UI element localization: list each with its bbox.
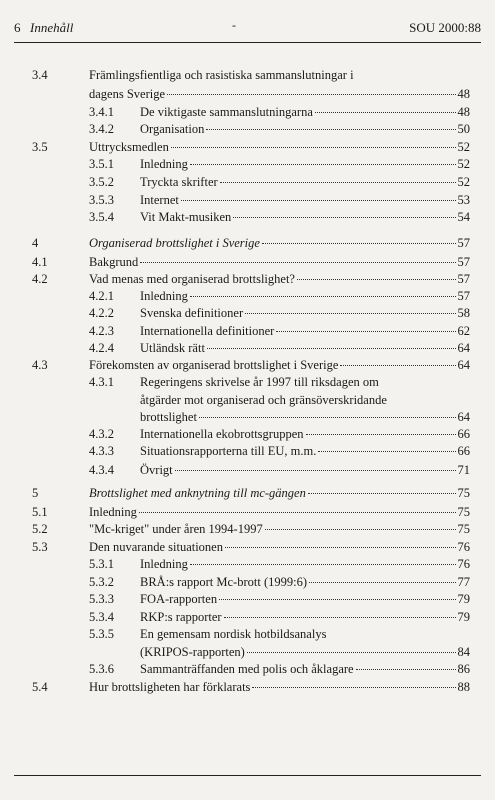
toc-entry-title: dagens Sverige (89, 87, 166, 101)
toc-entry-title: Brottslighet med anknytning till mc-gängen (89, 486, 306, 500)
toc-entry (140, 410, 470, 425)
toc-entry-number: 4.3.1 (89, 375, 114, 389)
toc-entry-title: Förekomsten av organiserad brottslighet i Sverige (89, 358, 339, 372)
toc-entry-page: 57 (457, 272, 470, 286)
toc-entry-title: Regeringens skrivelse år 1997 till riksdagen om (140, 375, 379, 389)
document-reference: SOU 2000:88 (409, 20, 481, 35)
toc-entry-title: Främlingsfientliga och rasistiska sammanslutningar i (89, 68, 354, 82)
toc-entry-page: 66 (457, 444, 470, 458)
toc-entry-number: 3.5.4 (89, 210, 114, 224)
toc-entry-title: Inledning (140, 289, 188, 303)
dot-leader (175, 470, 456, 471)
toc-entry-number: 4.3 (32, 358, 48, 372)
dot-leader (220, 182, 456, 183)
toc-entry-number: 5.3.5 (89, 627, 114, 641)
toc-entry-number: 4.3.3 (89, 444, 114, 458)
toc-entry-title: Inledning (140, 557, 188, 571)
toc-entry-title: Sammanträffanden med polis och åklagare (140, 662, 354, 676)
dot-leader (297, 279, 456, 280)
toc-entry (89, 627, 470, 642)
dot-leader (171, 147, 456, 148)
toc-entry (89, 427, 470, 442)
toc-entry-title: brottslighet (140, 410, 197, 424)
toc-entry-page: 53 (457, 193, 470, 207)
dot-leader (306, 434, 456, 435)
dot-leader (252, 687, 455, 688)
toc-entry-title: Tryckta skrifter (140, 175, 218, 189)
dot-leader (181, 200, 456, 201)
dot-leader (140, 262, 455, 263)
toc-entry (89, 575, 470, 590)
toc-entry-page: 52 (457, 157, 470, 171)
toc-entry-title: Inledning (140, 157, 188, 171)
toc-entry (89, 157, 470, 172)
toc-entry-page: 62 (457, 324, 470, 338)
toc-entry-title: BRÅ:s rapport Mc-brott (1999:6) (140, 575, 307, 589)
toc-entry-title: Bakgrund (89, 255, 139, 269)
dot-leader (207, 348, 456, 349)
dot-leader (190, 296, 456, 297)
toc-entry (89, 175, 470, 190)
toc-entry-number: 4.1 (32, 255, 48, 269)
toc-entry-page: 86 (457, 662, 470, 676)
toc-entry (89, 463, 470, 478)
dot-leader (276, 331, 455, 332)
toc-entry-page: 75 (457, 522, 470, 536)
toc-entry (89, 210, 470, 225)
toc-entry-number: 3.4 (32, 68, 48, 82)
dot-leader (356, 669, 456, 670)
dot-leader (245, 313, 455, 314)
dot-leader (315, 112, 456, 113)
toc-entry-page: 52 (457, 140, 470, 154)
toc-entry-page: 79 (457, 592, 470, 606)
toc-entry-page: 71 (457, 463, 470, 477)
toc-entry-number: 3.4.1 (89, 105, 114, 119)
toc-entry-number: 4.3.4 (89, 463, 114, 477)
toc-entry-title: Uttrycksmedlen (89, 140, 169, 154)
toc-entry (32, 68, 470, 83)
toc-entry-number: 5 (32, 486, 39, 500)
toc-entry-page: 76 (457, 557, 470, 571)
toc-entry-number: 4.2.3 (89, 324, 114, 338)
dot-leader (190, 164, 456, 165)
header-mark: - (232, 18, 236, 32)
toc-entry-title: Den nuvarande situationen (89, 540, 223, 554)
section-title: Innehåll (30, 20, 74, 35)
toc-entry-page: 75 (457, 486, 470, 500)
toc-entry-page: 64 (457, 358, 470, 372)
dot-leader (190, 564, 456, 565)
toc-entry-number: 5.3.2 (89, 575, 114, 589)
toc-entry-title: Övrigt (140, 463, 173, 477)
toc-entry (32, 140, 470, 155)
toc-entry-title: Vad menas med organiserad brottslighet? (89, 272, 295, 286)
toc-entry-number: 4 (32, 236, 39, 250)
toc-entry (32, 255, 470, 270)
dot-leader (219, 599, 455, 600)
toc-entry-title: Hur brottsligheten har förklarats (89, 680, 251, 694)
toc-entry-number: 5.3.6 (89, 662, 114, 676)
toc-entry-number: 3.4.2 (89, 122, 114, 136)
toc-entry-number: 3.5.3 (89, 193, 114, 207)
toc-entry-title: Situationsrapporterna till EU, m.m. (140, 444, 317, 458)
toc-entry (140, 393, 470, 408)
toc-entry-number: 5.3.3 (89, 592, 114, 606)
toc-entry (89, 306, 470, 321)
toc-entry (89, 444, 470, 459)
toc-entry (32, 236, 470, 251)
toc-entry-page: 48 (457, 105, 470, 119)
toc-entry-page: 57 (457, 255, 470, 269)
toc-entry (89, 610, 470, 625)
toc-entry-title: Svenska definitioner (140, 306, 244, 320)
toc-entry-number: 4.2.4 (89, 341, 114, 355)
toc-entry-number: 3.5.2 (89, 175, 114, 189)
toc-entry-page: 57 (457, 289, 470, 303)
toc-entry-number: 5.3 (32, 540, 48, 554)
toc-entry-page: 50 (457, 122, 470, 136)
toc-entry-title: Vit Makt-musiken (140, 210, 232, 224)
toc-entry-title: Organisation (140, 122, 205, 136)
toc-entry (32, 505, 470, 520)
dot-leader (224, 617, 456, 618)
toc-entry-number: 4.2.1 (89, 289, 114, 303)
toc-entry (140, 645, 470, 660)
page-number: 6 (14, 20, 21, 35)
toc-entry-number: 3.5.1 (89, 157, 114, 171)
toc-entry-page: 79 (457, 610, 470, 624)
toc-entry-number: 5.4 (32, 680, 48, 694)
toc-entry-title: (KRIPOS-rapporten) (140, 645, 245, 659)
toc-entry (89, 592, 470, 607)
dot-leader (167, 94, 455, 95)
dot-leader (318, 451, 455, 452)
toc-entry-title: RKP:s rapporter (140, 610, 222, 624)
toc-entry-page: 76 (457, 540, 470, 554)
toc-entry (32, 272, 470, 287)
toc-entry-page: 58 (457, 306, 470, 320)
dot-leader (262, 243, 456, 244)
toc-entry (32, 680, 470, 695)
toc-entry (89, 122, 470, 137)
toc-entry (89, 341, 470, 356)
toc-entry (89, 87, 470, 102)
toc-entry-title: De viktigaste sammanslutningarna (140, 105, 313, 119)
footer-rule (14, 775, 481, 776)
toc-entry-page: 64 (457, 341, 470, 355)
toc-entry-title: Internationella ekobrottsgruppen (140, 427, 304, 441)
toc-entry-number: 4.2.2 (89, 306, 114, 320)
toc-entry-page: 88 (457, 680, 470, 694)
toc-entry-page: 84 (457, 645, 470, 659)
toc-entry (32, 358, 470, 373)
toc-entry-page: 54 (457, 210, 470, 224)
toc-entry-number: 5.2 (32, 522, 48, 536)
toc-entry-title: Inledning (89, 505, 137, 519)
dot-leader (247, 652, 456, 653)
toc-entry-page: 64 (457, 410, 470, 424)
toc-entry-page: 52 (457, 175, 470, 189)
toc-entry-title: Internet (140, 193, 179, 207)
toc-entry (89, 324, 470, 339)
toc-entry (89, 289, 470, 304)
dot-leader (340, 365, 455, 366)
toc-entry-page: 66 (457, 427, 470, 441)
toc-entry (89, 193, 470, 208)
toc-entry (32, 522, 470, 537)
toc-entry-title: FOA-rapporten (140, 592, 218, 606)
toc-entry-title: En gemensam nordisk hotbildsanalys (140, 627, 327, 641)
toc-entry-number: 5.3.1 (89, 557, 114, 571)
toc-entry-page: 75 (457, 505, 470, 519)
toc-entry-number: 4.3.2 (89, 427, 114, 441)
toc-entry-page: 57 (457, 236, 470, 250)
dot-leader (199, 417, 456, 418)
toc-entry-number: 5.3.4 (89, 610, 114, 624)
dot-leader (265, 529, 456, 530)
toc-entry-number: 3.5 (32, 140, 48, 154)
toc-entry-number: 4.2 (32, 272, 48, 286)
dot-leader (206, 129, 455, 130)
dot-leader (139, 512, 456, 513)
toc-entry-title: åtgärder mot organiserad och gränsöverskridande (140, 393, 387, 407)
toc-entry-page: 48 (457, 87, 470, 101)
toc-entry-number: 5.1 (32, 505, 48, 519)
toc-entry (32, 540, 470, 555)
toc-entry (89, 105, 470, 120)
toc-entry (89, 375, 470, 390)
toc-entry-title: Internationella definitioner (140, 324, 275, 338)
toc-entry-title: Organiserad brottslighet i Sverige (89, 236, 260, 250)
dot-leader (308, 493, 456, 494)
dot-leader (233, 217, 455, 218)
dot-leader (309, 582, 456, 583)
toc-entry-title: Utländsk rätt (140, 341, 205, 355)
toc-entry-title: "Mc-kriget" under åren 1994-1997 (89, 522, 263, 536)
toc-entry-page: 77 (457, 575, 470, 589)
dot-leader (225, 547, 456, 548)
toc-entry (32, 486, 470, 501)
toc-entry (89, 662, 470, 677)
toc-entry (89, 557, 470, 572)
